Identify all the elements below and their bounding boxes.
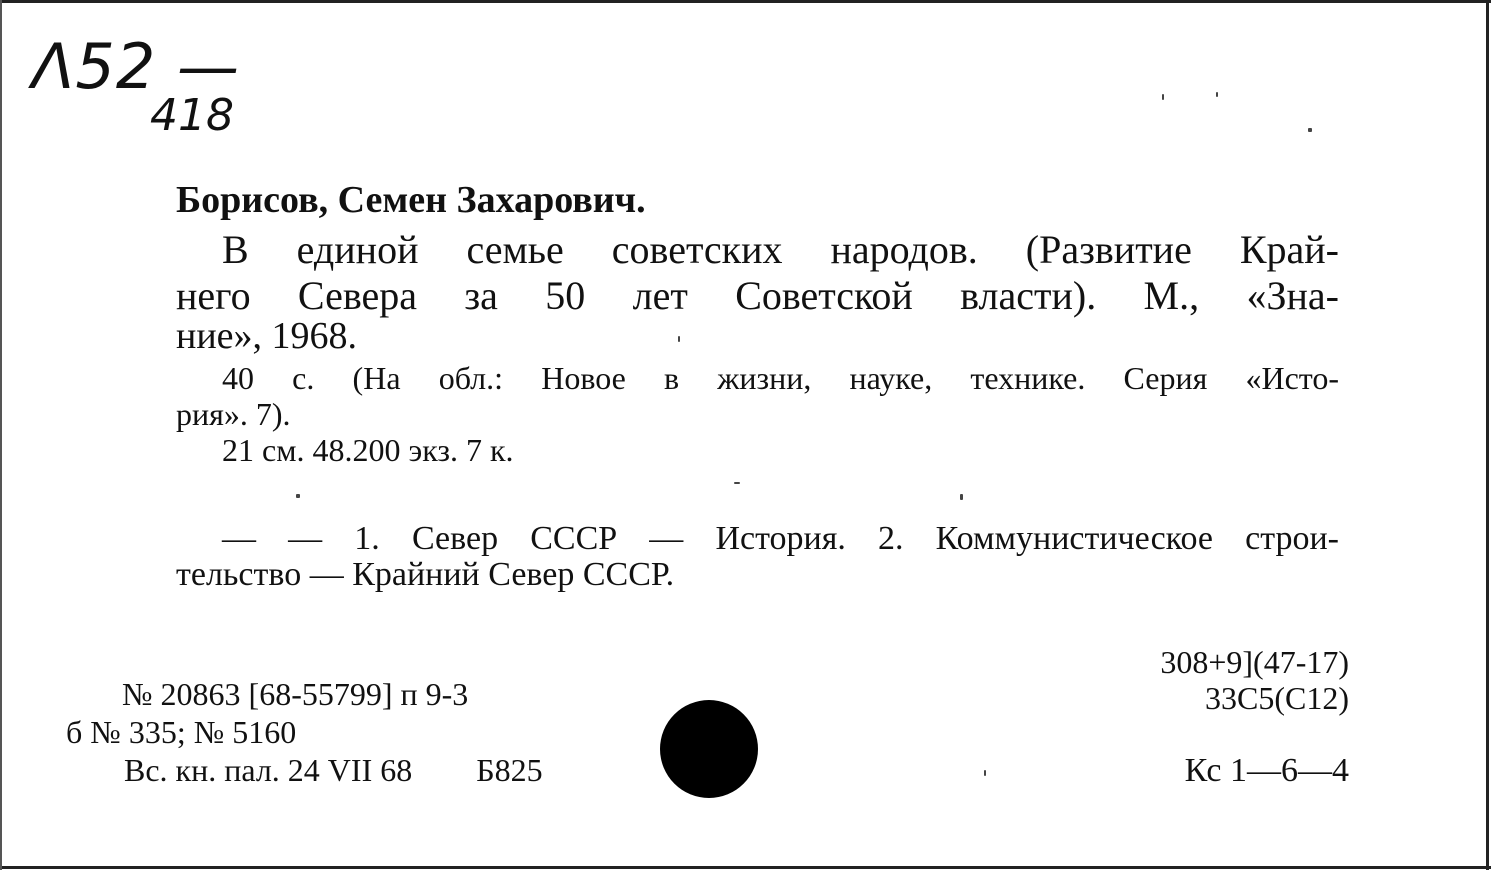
title-line-1: В единой семье советских народов. (Развитие Край- (222, 227, 1339, 272)
ink-speck (1308, 128, 1312, 132)
title-line-2: него Севера за 50 лет Советской власти). М., «Зна- (176, 273, 1339, 318)
registration-numbers: б № 335; № 5160 (66, 714, 297, 750)
card-left-edge (0, 0, 2, 870)
ink-speck (1216, 92, 1218, 97)
handwritten-shelfmark: Λ52 — (32, 30, 241, 103)
ink-speck (984, 770, 986, 776)
classification-index-2: 33С5(С12) (1205, 680, 1349, 716)
handwritten-shelfmark-sub: 418 (150, 90, 234, 141)
card-punch-hole (660, 700, 758, 798)
card-code: Б825 (476, 752, 543, 788)
ink-speck (1162, 94, 1164, 100)
subjects-line-2: тельство — Крайний Север СССР. (176, 556, 675, 593)
ink-speck (734, 482, 740, 484)
ink-speck (960, 494, 963, 500)
book-chamber-date: Вс. кн. пал. 24 VII 68 (124, 752, 413, 788)
description-line-2: рия». 7). (176, 396, 291, 432)
subjects-line-1: — — 1. Север СССР — История. 2. Коммунистическое строи- (222, 520, 1339, 557)
card-bottom-edge (0, 866, 1491, 869)
description-line-3: 21 см. 48.200 экз. 7 к. (222, 432, 514, 468)
description-line-1: 40 с. (На обл.: Новое в жизни, науке, технике. Серия «Исто- (222, 360, 1339, 396)
ink-speck (296, 494, 300, 498)
card-right-edge (1486, 0, 1489, 870)
classification-index-1: 308+9](47-17) (1160, 644, 1349, 680)
ink-speck (678, 336, 680, 342)
author-heading: Борисов, Семен Захарович. (176, 179, 646, 221)
order-number: № 20863 [68-55799] п 9-3 (122, 676, 469, 712)
card-top-edge (0, 0, 1491, 3)
title-line-3: ние», 1968. (176, 315, 358, 357)
book-chamber-line (124, 752, 543, 789)
author-sign: Кс 1—6—4 (1184, 752, 1349, 789)
